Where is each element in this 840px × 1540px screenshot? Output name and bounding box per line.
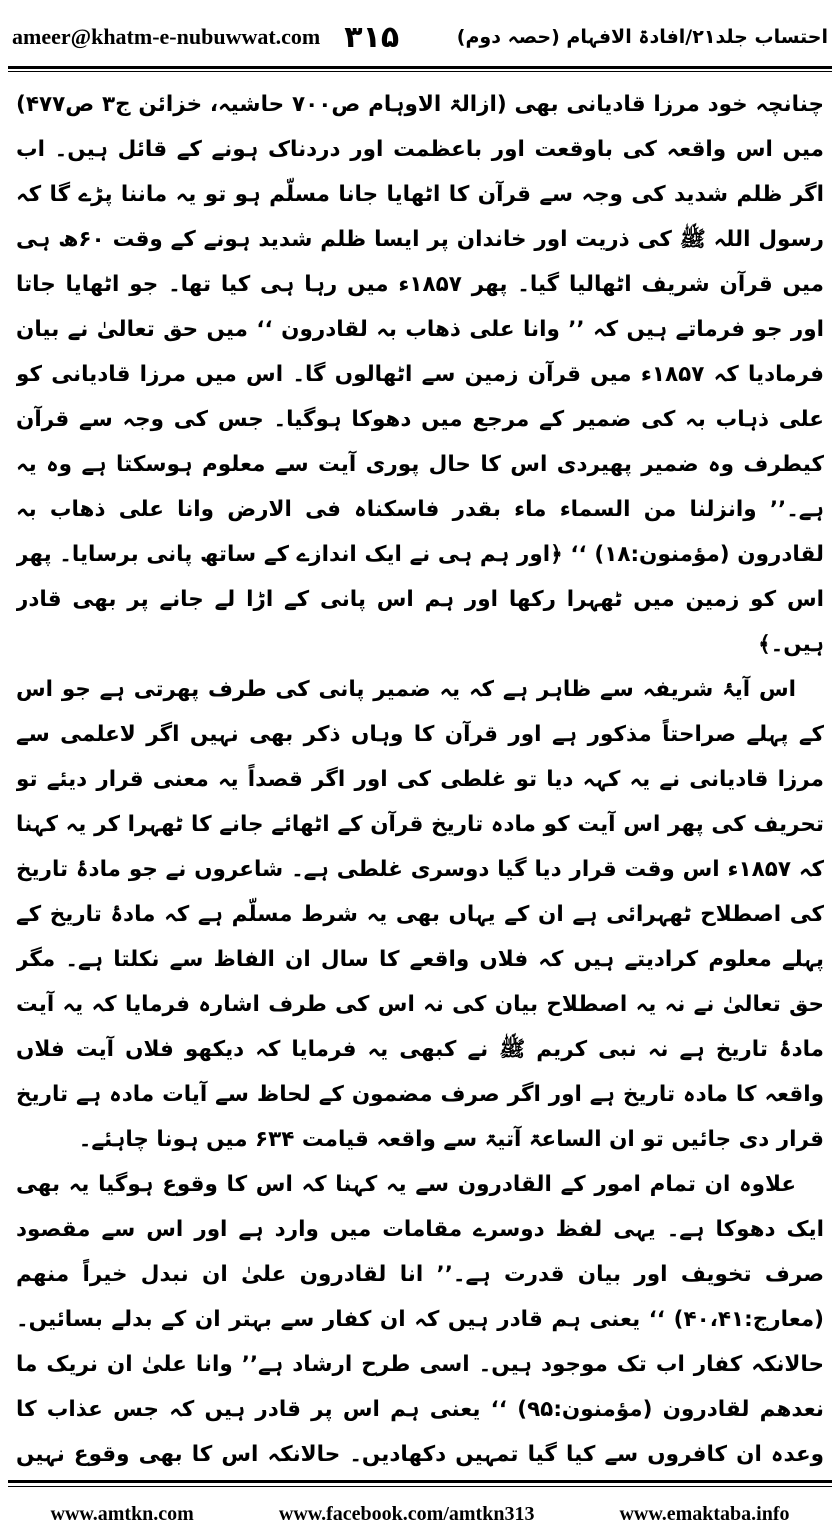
page-body — [16, 82, 824, 1470]
footer-link-emaktaba: www.emaktaba.info — [619, 1502, 790, 1525]
paragraph-3: علاوہ ان تمام امور کے القادرون سے یہ کہنا کہ اس کا وقوع ہوگیا یہ بھی ایک دھوکا ہے۔ یہی لفظ دوسرے مقامات میں وارد ہے اور اس سے مقصود صرف تخویف اور بیان قدرت ہے۔’’ انا لقادرون علیٰ ان نبدل خیراً منھم (معارج:۴۰،۴۱) ‘‘ یعنی ہم قادر ہیں کہ ان کفار سے بہتر ان کے بدلے بسائیں۔ حالانکہ کفار اب تک موجود ہیں۔ اسی طرح ارشاد ہے’’ وانا علیٰ ان نریک ما نعدھم لقادرون (مؤمنون:۹۵) ‘‘ یعنی ہم اس پر قادر ہیں کہ جس عذاب کا وعدہ ان کافروں سے کیا گیا تمہیں دکھادیں۔ حالانکہ اس کا بھی وقوع نہیں — [16, 1172, 824, 1467]
page-header — [12, 12, 828, 62]
footer-link-facebook: www.facebook.com/amtkn313 — [278, 1502, 535, 1525]
header-email: ameer@khatm-e-nubuwwat.com — [12, 24, 321, 49]
header-rule — [8, 66, 832, 69]
footer-link-amtkn: www.amtkn.com — [50, 1502, 194, 1525]
paragraph-2: اس آیۂ شریفہ سے ظاہر ہے کہ یہ ضمیر پانی کی طرف پھرتی ہے جو اس کے پہلے صراحتاً مذکور ہے اور قرآن کا وہاں ذکر بھی نہیں اگر لاعلمی سے مرزا قادیانی نے یہ کہہ دیا تو غلطی کی اور اگر قصداً یہ معنی قرار دیئے تو تحریف کی پھر اس آیت کو مادہ تاریخ قرآن کے اٹھائے جانے کا ٹھہرا کر یہ کہنا کہ ۱۸۵۷ء اس وقت قرار دیا گیا دوسری غلطی ہے۔ شاعروں نے جو مادۂ تاریخ کی اصطلاح ٹھہرائی ہے ان کے یہاں بھی یہ شرط مسلّم ہے کہ مادۂ تاریخ کے پہلے معلوم کرادیتے ہیں کہ فلاں واقعے کا سال ان الفاظ سے نکلتا ہے۔ مگر حق تعالیٰ نے نہ یہ اصطلاح بیان کی نہ اس کی طرف اشارہ فرمایا کہ یہ آیت مادۂ تاریخ ہے نہ نبی کریم ﷺ نے کبھی یہ فرمایا کہ دیکھو فلاں آیت فلاں واقعہ کا مادہ تاریخ ہے اور اگر صرف مضمون کے لحاظ سے آیات مادہ ہے تاریخ قرار دی جائیں تو ان الساعۃ آتیۃ سے واقعہ قیامت ۶۳۴ میں ہونا چاہئے۔ — [16, 677, 824, 1152]
footer-rule — [8, 1480, 832, 1483]
page-footer — [8, 1494, 832, 1534]
book-title: احتساب جلد۲۱/افادۃ الافہام (حصہ دوم) — [456, 26, 828, 48]
footer-rule-thin — [8, 1486, 832, 1487]
page-number: ۳۱۵ — [344, 19, 400, 55]
header-rule-thin — [8, 71, 832, 72]
paragraph-1: چنانچہ خود مرزا قادیانی بھی (ازالۃ الاوہام ص۷۰۰ حاشیہ، خزائن ج۳ ص۴۷۷) میں اس واقعہ کی باوقعت اور باعظمت اور دردناک ہونے کے قائل ہیں۔ اب اگر ظلم شدید کی وجہ سے قرآن کا اٹھایا جانا مسلّم ہو تو یہ ماننا پڑے گا کہ رسول اللہ ﷺ کی ذریت اور خاندان پر ایسا ظلم شدید ہونے کے وقت ۶۰ھ ہی میں قرآن شریف اٹھالیا گیا۔ پھر ۱۸۵۷ء میں رہا ہی کیا تھا۔ جو اٹھایا جاتا اور جو فرماتے ہیں کہ ’’ وانا علی ذھاب بہ لقادرون ‘‘ میں حق تعالیٰ نے بیان فرمادیا کہ ۱۸۵۷ء میں قرآن زمین سے اٹھالوں گا۔ اس میں مرزا قادیانی کو علی ذہاب بہ کی ضمیر کے مرجع میں دھوکا ہوگیا۔ جس کی وجہ سے قرآن کیطرف وہ ضمیر پھیردی اس کا حال پوری آیت سے معلوم ہوسکتا ہے وہ یہ ہے۔’’ وانزلنا من السماء ماء بقدر فاسکناہ فی الارض وانا علی ذھاب بہ لقادرون (مؤمنون:۱۸) ‘‘ ﴿اور ہم ہی نے ایک اندازے کے ساتھ پانی برسایا۔ پھر اس کو زمین میں ٹھہرا رکھا اور ہم اس پانی کے اڑا لے جانے پر بھی قادر ہیں۔﴾ — [16, 92, 824, 657]
